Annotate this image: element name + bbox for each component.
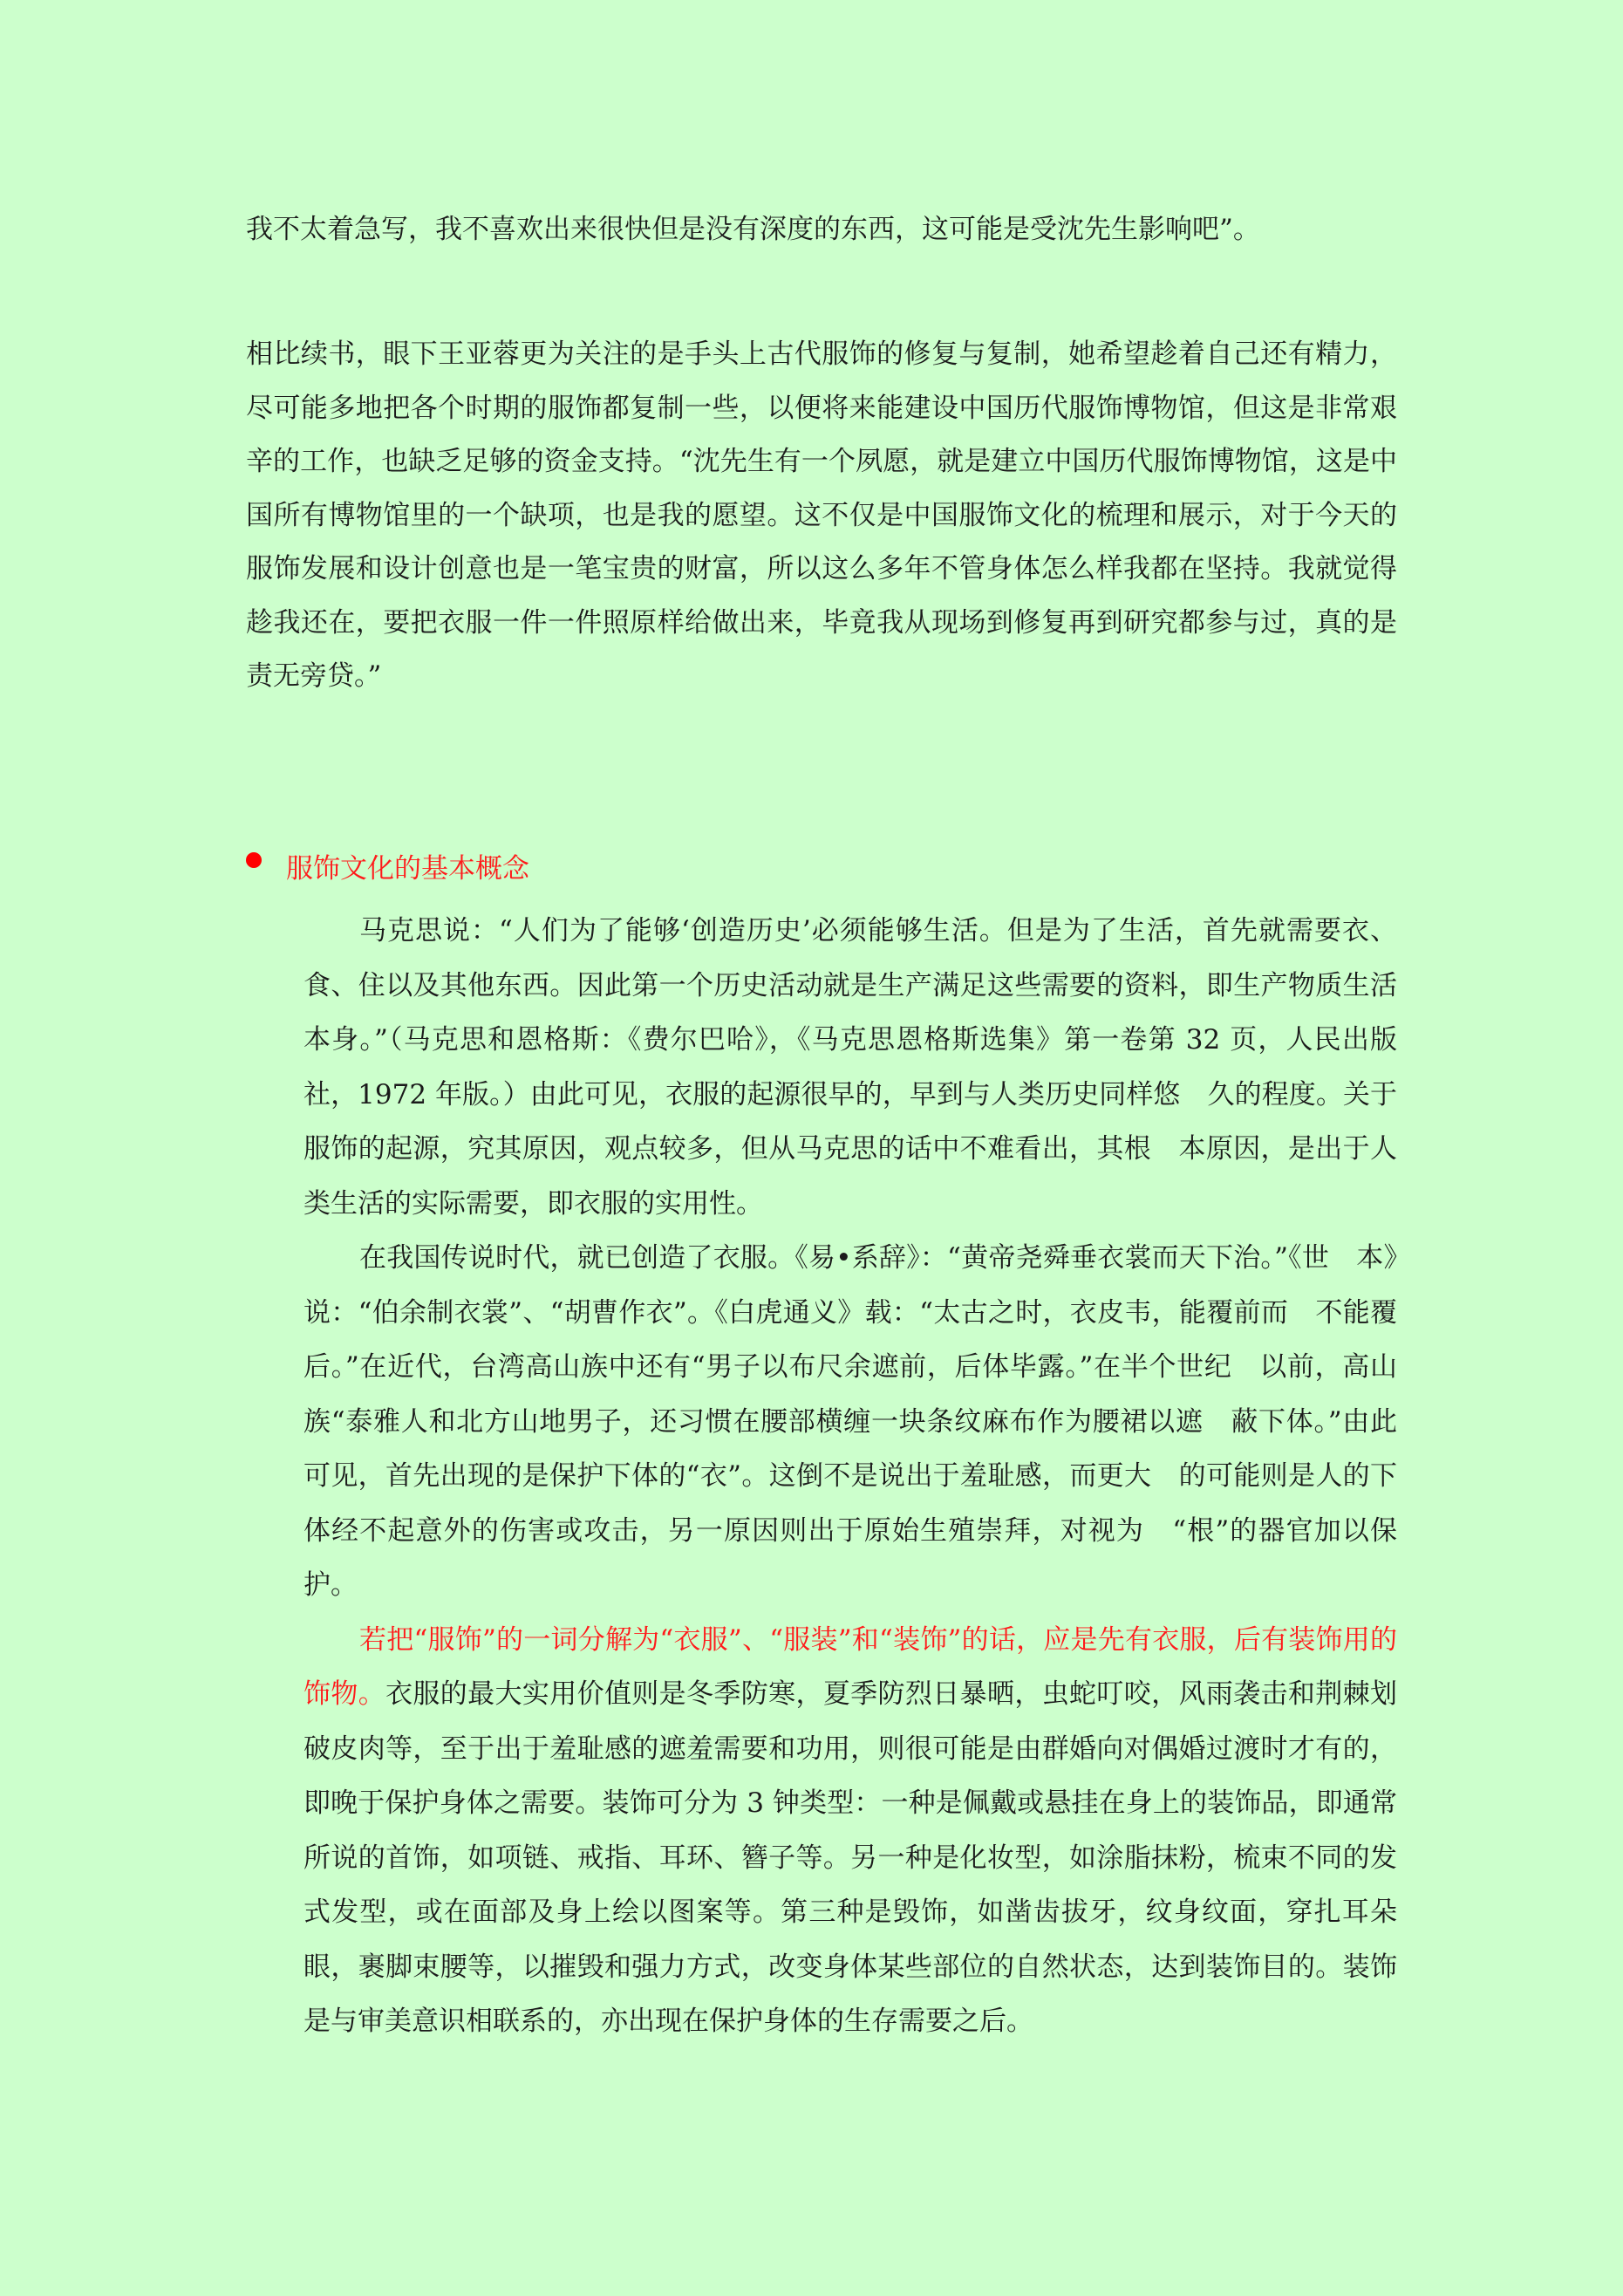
paragraph-clothing-decoration: [303, 1613, 1397, 2049]
red-dot-bullet-icon: [246, 852, 262, 868]
paragraph-wang-yarong: 相比续书，眼下王亚蓉更为关注的是手头上古代服饰的修复与复制，她希望趁着自己还有精力，尽可能多地把各个时期的服饰都复制一些，以便将来能建设中国历代服饰博物馆，但这是非常艰辛的工作，也缺乏足够的资金支持。“沈先生有一个夙愿，就是建立中国历代服饰博物馆，这是中国所有博物馆里的一个缺项，也是我的愿望。这不仅是中国服饰文化的梳理和展示，对于今天的服饰发展和设计创意也是一笔宝贵的财富，所以这么多年不管身体怎么样我都在坚持。我就觉得趁我还在，要把衣服一件一件照原样给做出来，毕竟我从现场到修复再到研究都参与过，真的是责无旁贷。”: [246, 338, 1397, 692]
highlighted-sentence: 若把“服饰”的一词分解为“衣服”、“服装”和“装饰”的话，应是先有衣服，后有装饰用的饰物。: [303, 1623, 1397, 1710]
paragraph-top: 我不太着急写，我不喜欢出来很快但是没有深度的东西，这可能是受沈先生影响吧”。: [246, 214, 1260, 245]
paragraph-legend-era: 在我国传说时代，就已创造了衣服。《易•系辞》：“黄帝尧舜垂衣裳而天下治。”《世 本》说：“伯余制衣裳”、“胡曹作衣”。《白虎通义》载：“太古之时，衣皮韦，能覆前而 不能覆后。”在近代，台湾高山族中还有“男子以布尺余遮前，后体毕露。”在半个世纪 以前，高山族“泰雅人和北方山地男子，还习惯在腰部横缠一块条纹麻布作为腰裙以遮 蔽下体。”由此可见，首先出现的是保护下体的“衣”。这倒不是说出于羞耻感，而更大 的可能则是人的下体经不起意外的伤害或攻击，另一原因则出于原始生殖崇拜，对视为 “根”的器官加以保护。: [303, 1242, 1397, 1601]
section-body: [303, 904, 1397, 2049]
section-title: 服饰文化的基本概念: [286, 853, 529, 885]
paragraph-marx: 马克思说：“人们为了能够‘创造历史’必须能够生活。但是为了生活，首先就需要衣、食、住以及其他东西。因此第一个历史活动就是生产满足这些需要的资料，即生产物质生活本身。”（马克思和恩格斯：《费尔巴哈》，《马克思恩格斯选集》第一卷第 32 页，人民出版社，1972 年版。）由此可见，衣服的起源很早的，早到与人类历史同样悠 久的程度。关于服饰的起源，究其原因，观点较多，但从马克思的话中不难看出，其根 本原因，是出于人类生活的实际需要，即衣服的实用性。: [303, 915, 1397, 1220]
paragraph-rest: 衣服的最大实用价值则是冬季防寒，夏季防烈日暴晒，虫蛇叮咬，风雨袭击和荆棘划破皮肉等，至于出于羞耻感的遮羞需要和功用，则很可能是由群婚向对偶婚过渡时才有的，即晚于保护身体之需要。装饰可分为 3 钟类型：一种是佩戴或悬挂在身上的装饰品，即通常所说的首饰，如项链、戒指、耳环、簪子等。另一种是化妆型，如涂脂抹粉，梳束不同的发式发型，或在面部及身上绘以图案等。第三种是毁饰，如凿齿拔牙，纹身纹面，穿扎耳朵眼，裹脚束腰等，以摧毁和强力方式，改变身体某些部位的自然状态，达到装饰目的。装饰是与审美意识相联系的，亦出现在保护身体的生存需要之后。: [303, 1678, 1397, 2037]
section-heading: [246, 846, 529, 892]
